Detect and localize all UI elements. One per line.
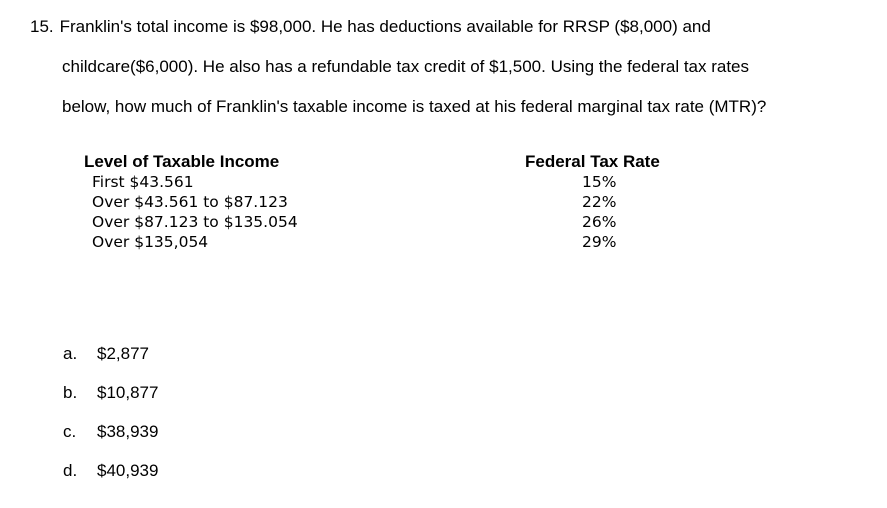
- level-cell: Over $135,054: [92, 233, 209, 251]
- question-line-2: childcare($6,000). He also has a refundable tax credit of $1,500. Using the federal tax rates: [62, 57, 750, 76]
- level-cell: Over $87.123 to $135.054: [92, 213, 298, 231]
- rate-column: [582, 172, 616, 252]
- answer-options: [63, 337, 158, 493]
- question-number: 15.: [30, 17, 54, 36]
- level-cell: First $43.561: [92, 173, 194, 191]
- option-text: $40,939: [97, 461, 159, 480]
- option-letter: c.: [63, 422, 77, 441]
- level-header: Level of Taxable Income: [84, 152, 280, 171]
- option-letter: a.: [63, 344, 78, 363]
- option-a[interactable]: [63, 337, 158, 376]
- question-line-3: below, how much of Franklin's taxable income is taxed at his federal marginal tax rate (MTR)?: [62, 97, 767, 116]
- level-column: [92, 172, 298, 252]
- option-b[interactable]: [63, 376, 158, 415]
- rate-header: Federal Tax Rate: [525, 152, 660, 171]
- option-text: $2,877: [97, 344, 149, 363]
- rate-cell: 22%: [582, 193, 617, 211]
- question-block: [30, 7, 880, 127]
- option-text: $38,939: [97, 422, 159, 441]
- option-text: $10,877: [97, 383, 159, 402]
- option-letter: b.: [63, 383, 78, 402]
- rate-cell: 26%: [582, 213, 617, 231]
- option-letter: d.: [63, 461, 78, 480]
- question-text-1: Franklin's total income is $98,000. He has deductions available for RRSP ($8,000) and: [59, 17, 711, 36]
- tax-rate-table: [84, 152, 704, 262]
- option-c[interactable]: [63, 415, 158, 454]
- question-line-1: [30, 7, 880, 47]
- option-d[interactable]: [63, 454, 158, 493]
- level-cell: Over $43.561 to $87.123: [92, 193, 288, 211]
- rate-cell: 15%: [582, 173, 617, 191]
- rate-cell: 29%: [582, 233, 617, 251]
